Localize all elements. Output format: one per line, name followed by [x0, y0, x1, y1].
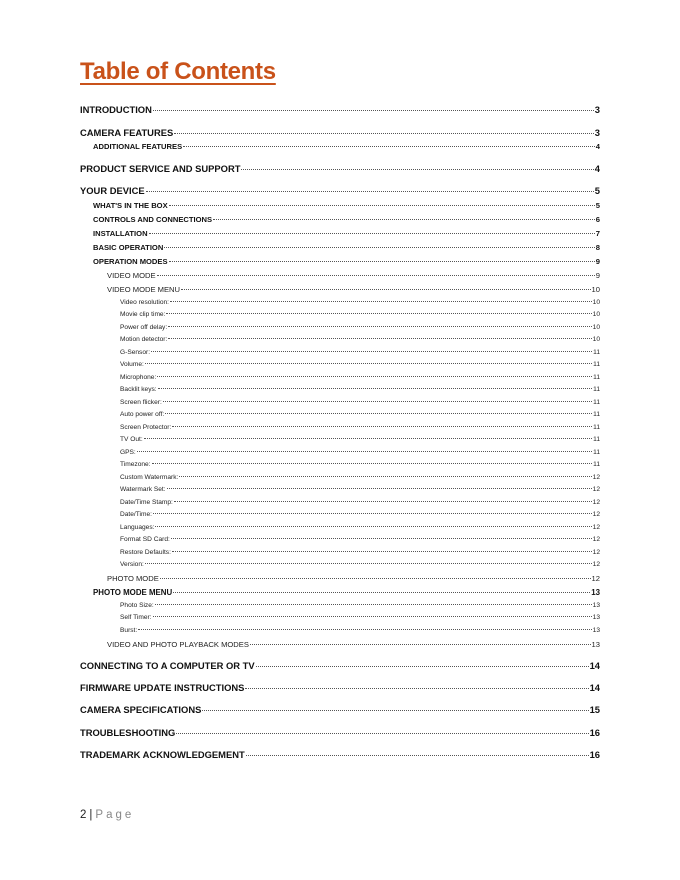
toc-entry-page: 10 — [592, 299, 600, 306]
toc-entry-label: CONNECTING TO A COMPUTER OR TV — [80, 660, 255, 671]
toc-entry-video-mode[interactable] — [107, 271, 600, 280]
toc-entry-movie-clip-time[interactable] — [120, 311, 600, 318]
dot-leader — [168, 338, 591, 339]
toc-entry-page: 7 — [595, 229, 600, 238]
dot-leader — [144, 438, 592, 439]
toc-entry-page: 9 — [595, 257, 600, 266]
toc-entry-video-mode-menu[interactable] — [107, 285, 600, 294]
toc-entry-page: 11 — [593, 386, 600, 393]
toc-entry-page: 12 — [592, 474, 600, 481]
dot-leader — [179, 476, 591, 477]
dot-leader — [213, 219, 595, 220]
toc-entry-label: Movie clip time: — [120, 311, 166, 318]
toc-entry-self-timer[interactable] — [120, 614, 600, 621]
toc-entry-motion-detector[interactable] — [120, 336, 600, 343]
toc-entry-label: Motion detector: — [120, 336, 168, 343]
toc-entry-page: 14 — [589, 660, 600, 671]
toc-entry-label: TROUBLESHOOTING — [80, 727, 176, 738]
toc-entry-date-time[interactable] — [120, 511, 600, 518]
toc-entry-label: ADDITIONAL FEATURES — [93, 142, 183, 151]
toc-entry-label: Screen flicker: — [120, 399, 162, 406]
toc-entry-page: 13 — [592, 614, 600, 621]
dot-leader — [151, 351, 592, 352]
dot-leader — [245, 688, 588, 689]
dot-leader — [169, 205, 595, 206]
toc-entry-page: 6 — [595, 215, 600, 224]
toc-entry-label: Screen Protector: — [120, 424, 172, 431]
toc-entry-label: Version: — [120, 561, 144, 568]
dot-leader — [172, 426, 592, 427]
toc-entry-page: 13 — [591, 588, 600, 597]
dot-leader — [153, 513, 592, 514]
dot-leader — [165, 413, 592, 414]
toc-entry-photo-mode[interactable] — [107, 574, 600, 583]
toc-entry-camera-features[interactable] — [80, 127, 600, 138]
dot-leader — [171, 538, 592, 539]
toc-entry-label: CAMERA SPECIFICATIONS — [80, 704, 202, 715]
dot-leader — [181, 289, 591, 290]
toc-entry-label: CAMERA FEATURES — [80, 127, 174, 138]
toc-entry-gps[interactable] — [120, 449, 600, 456]
toc-entry-page: 11 — [593, 349, 600, 356]
toc-entry-page: 12 — [591, 574, 600, 583]
toc-entry-page: 12 — [592, 511, 600, 518]
toc-entry-page: 11 — [593, 449, 600, 456]
toc-entry-label: Video resolution: — [120, 299, 169, 306]
toc-entry-label: VIDEO MODE MENU — [107, 285, 180, 294]
dot-leader — [174, 133, 594, 134]
toc-entry-page: 5 — [595, 201, 600, 210]
page-footer — [80, 809, 134, 821]
toc-entry-label: Volume: — [120, 361, 144, 368]
toc-entry-page: 12 — [592, 486, 600, 493]
toc-entry-restore-defaults[interactable] — [120, 549, 600, 556]
toc-entry-label: Watermark Set: — [120, 486, 166, 493]
toc-entry-page: 4 — [594, 163, 600, 174]
toc-entry-operation-modes[interactable] — [93, 257, 600, 266]
toc-entry-label: Format SD Card: — [120, 536, 170, 543]
toc-entry-label: TRADEMARK ACKNOWLEDGEMENT — [80, 749, 245, 760]
dot-leader — [172, 551, 592, 552]
toc-entry-page: 11 — [593, 374, 600, 381]
dot-leader — [138, 629, 591, 630]
dot-leader — [158, 388, 592, 389]
toc-entry-version[interactable] — [120, 561, 600, 568]
dot-leader — [176, 733, 588, 734]
toc-entry-label: Custom Watermark: — [120, 474, 179, 481]
toc-entry-page: 11 — [593, 411, 600, 418]
dot-leader — [250, 644, 591, 645]
dot-leader — [168, 326, 591, 327]
toc-entry-label: TV Out: — [120, 436, 143, 443]
toc-entry-whats-in-the-box[interactable] — [93, 201, 600, 210]
toc-entry-label: Microphone: — [120, 374, 157, 381]
toc-entry-label: BASIC OPERATION — [93, 243, 164, 252]
toc-entry-label: VIDEO AND PHOTO PLAYBACK MODES — [107, 640, 249, 649]
toc-entry-photo-size[interactable] — [120, 602, 600, 609]
dot-leader — [202, 710, 588, 711]
toc-entry-trademark[interactable] — [80, 749, 600, 760]
toc-entry-page: 5 — [594, 185, 600, 196]
toc-entry-page: 11 — [593, 399, 600, 406]
dot-leader — [170, 301, 592, 302]
toc-entry-firmware-update[interactable] — [80, 682, 600, 693]
dot-leader — [145, 563, 592, 564]
toc-entry-label: Languages: — [120, 524, 155, 531]
toc-entry-label: WHAT'S IN THE BOX — [93, 201, 168, 210]
toc-entry-additional-features[interactable] — [93, 142, 600, 151]
toc-entry-troubleshooting[interactable] — [80, 727, 600, 738]
toc-entry-timezone[interactable] — [120, 461, 600, 468]
toc-entry-page: 11 — [593, 461, 600, 468]
dot-leader — [173, 592, 590, 593]
footer-separator: | — [89, 809, 93, 821]
toc-entry-custom-watermark[interactable] — [120, 474, 600, 481]
page-word: Page — [95, 809, 135, 821]
toc-entry-page: 3 — [594, 127, 600, 138]
toc-entry-label: INSTALLATION — [93, 229, 148, 238]
toc-entry-watermark-set[interactable] — [120, 486, 600, 493]
toc-entry-label: VIDEO MODE — [107, 271, 156, 280]
dot-leader — [166, 313, 591, 314]
toc-entry-product-service[interactable] — [80, 163, 600, 174]
toc-entry-backlit-keys[interactable] — [120, 386, 600, 393]
toc-entry-page: 4 — [595, 142, 600, 151]
toc-entry-volume[interactable] — [120, 361, 600, 368]
dot-leader — [157, 275, 595, 276]
toc-entry-your-device[interactable] — [80, 185, 600, 196]
dot-leader — [183, 146, 595, 147]
toc-entry-page: 11 — [593, 424, 600, 431]
toc-entry-format-sd-card[interactable] — [120, 536, 600, 543]
dot-leader — [256, 666, 589, 667]
toc-entry-page: 12 — [592, 561, 600, 568]
toc-entry-introduction[interactable] — [80, 104, 600, 115]
toc-entry-label: YOUR DEVICE — [80, 185, 145, 196]
toc-entry-page: 9 — [595, 271, 600, 280]
dot-leader — [167, 488, 592, 489]
dot-leader — [153, 616, 592, 617]
page-title: Table of Contents — [80, 58, 276, 85]
toc-entry-auto-power-off[interactable] — [120, 411, 600, 418]
toc-entry-label: PRODUCT SERVICE AND SUPPORT — [80, 163, 241, 174]
toc-entry-g-sensor[interactable] — [120, 349, 600, 356]
toc-entry-label: Photo Size: — [120, 602, 154, 609]
dot-leader — [155, 604, 592, 605]
toc-entry-controls-and-connections[interactable] — [93, 215, 600, 224]
toc-entry-page: 16 — [589, 727, 600, 738]
toc-entry-page: 16 — [589, 749, 600, 760]
toc-entry-camera-specifications[interactable] — [80, 704, 600, 715]
toc-entry-label: Backlit keys: — [120, 386, 157, 393]
toc-entry-label: Power off delay: — [120, 324, 168, 331]
dot-leader — [155, 526, 591, 527]
dot-leader — [137, 451, 592, 452]
toc-entry-page: 3 — [594, 104, 600, 115]
toc-entry-label: INTRODUCTION — [80, 104, 152, 115]
toc-entry-page: 10 — [592, 311, 600, 318]
toc-entry-label: Timezone: — [120, 461, 151, 468]
toc-entry-label: PHOTO MODE — [107, 574, 159, 583]
toc-entry-tv-out[interactable] — [120, 436, 600, 443]
toc-entry-label: Self Timer: — [120, 614, 152, 621]
toc-entry-page: 13 — [591, 640, 600, 649]
toc-entry-date-time-stamp[interactable] — [120, 499, 600, 506]
dot-leader — [157, 376, 592, 377]
toc-entry-page: 10 — [592, 336, 600, 343]
toc-entry-microphone[interactable] — [120, 374, 600, 381]
toc-entry-basic-operation[interactable] — [93, 243, 600, 252]
toc-entry-page: 12 — [592, 549, 600, 556]
toc-entry-screen-protector[interactable] — [120, 424, 600, 431]
toc-entry-page: 8 — [595, 243, 600, 252]
page-number: 2 — [80, 809, 87, 821]
toc-entry-page: 12 — [592, 536, 600, 543]
toc-entry-connecting[interactable] — [80, 660, 600, 671]
toc-entry-label: Auto power off: — [120, 411, 165, 418]
dot-leader — [163, 401, 592, 402]
toc-entry-label: Burst: — [120, 627, 138, 634]
toc-entry-page: 12 — [592, 524, 600, 531]
toc-entry-label: CONTROLS AND CONNECTIONS — [93, 215, 213, 224]
toc-entry-page: 11 — [593, 361, 600, 368]
toc-entry-page: 10 — [592, 324, 600, 331]
toc-entry-label: GPS: — [120, 449, 136, 456]
toc-entry-page: 12 — [592, 499, 600, 506]
toc-entry-label: FIRMWARE UPDATE INSTRUCTIONS — [80, 682, 245, 693]
toc-entry-page: 13 — [592, 627, 600, 634]
dot-leader — [152, 463, 593, 464]
toc-entry-page: 14 — [589, 682, 600, 693]
dot-leader — [145, 363, 592, 364]
dot-leader — [241, 169, 593, 170]
toc-entry-installation[interactable] — [93, 229, 600, 238]
toc-entry-burst[interactable] — [120, 627, 600, 634]
toc-entry-power-off-delay[interactable] — [120, 324, 600, 331]
toc-entry-label: OPERATION MODES — [93, 257, 168, 266]
toc-entry-screen-flicker[interactable] — [120, 399, 600, 406]
toc-entry-page: 11 — [593, 436, 600, 443]
toc-entry-label: G-Sensor: — [120, 349, 151, 356]
dot-leader — [164, 247, 594, 248]
dot-leader — [169, 261, 595, 262]
toc-entry-playback-modes[interactable] — [107, 640, 600, 649]
dot-leader — [174, 501, 592, 502]
toc-entry-video-resolution[interactable] — [120, 299, 600, 306]
toc-entry-photo-mode-menu[interactable] — [93, 588, 600, 597]
toc-entry-languages[interactable] — [120, 524, 600, 531]
toc-entry-label: PHOTO MODE MENU — [93, 588, 173, 597]
dot-leader — [146, 191, 594, 192]
dot-leader — [160, 578, 591, 579]
toc-entry-page: 15 — [589, 704, 600, 715]
dot-leader — [153, 110, 594, 111]
toc-entry-label: Date/Time: — [120, 511, 152, 518]
dot-leader — [149, 233, 595, 234]
toc-entry-page: 10 — [591, 285, 600, 294]
dot-leader — [246, 755, 589, 756]
toc-entry-page: 13 — [592, 602, 600, 609]
toc-entry-label: Restore Defaults: — [120, 549, 171, 556]
toc-entry-label: Date/Time Stamp: — [120, 499, 173, 506]
